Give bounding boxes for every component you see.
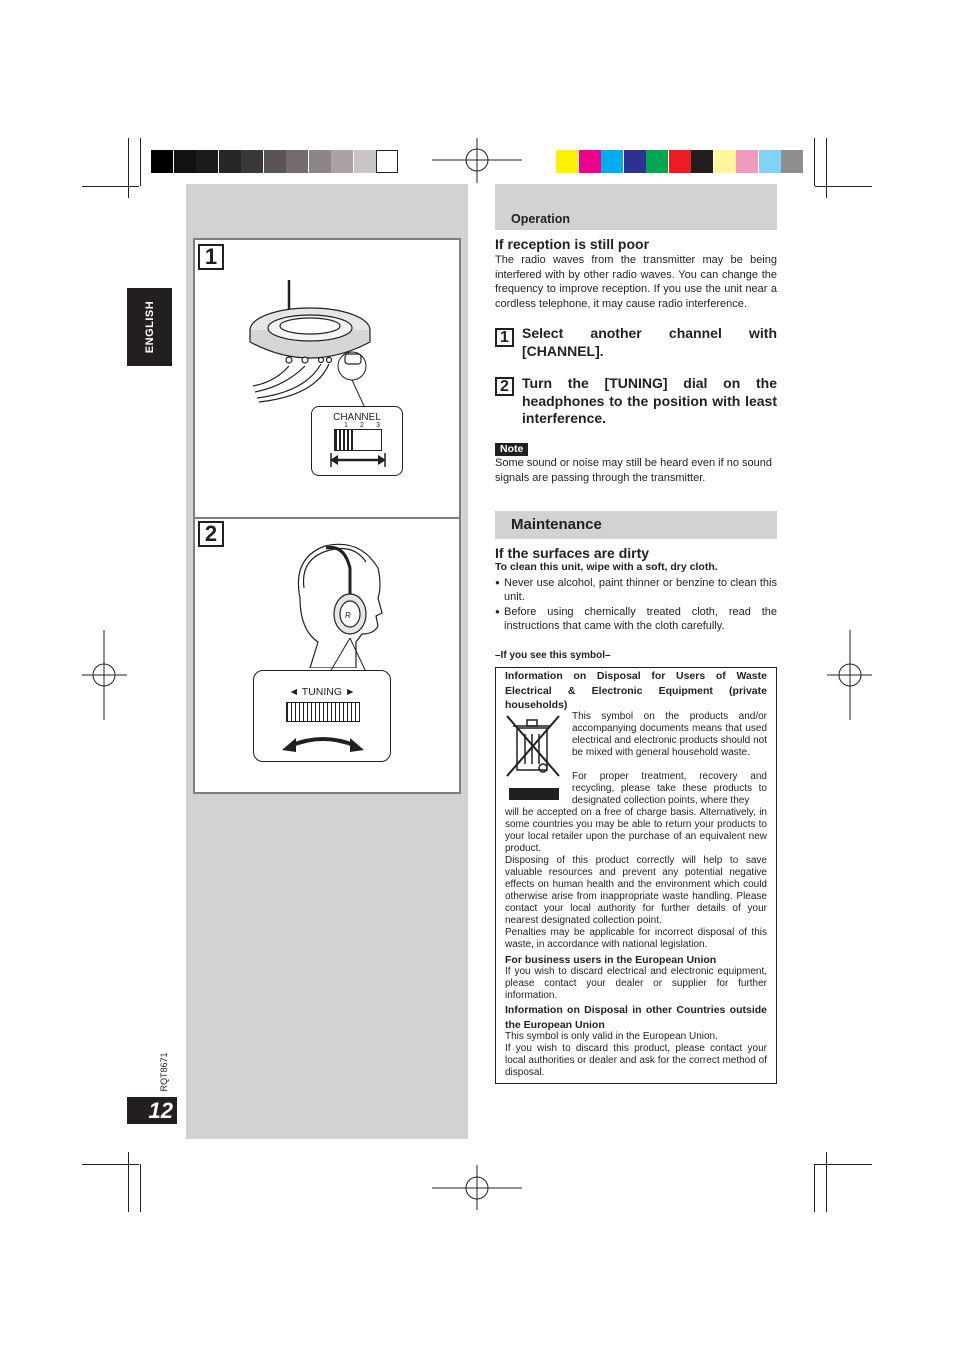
grayscale-swatch [331, 150, 353, 173]
disposal-paragraph-2-start: For proper treatment, recovery and recycling, please take these products to designated collection points, where they [572, 771, 767, 806]
reception-body: The radio waves from the transmitter may be being interfered with by other radio waves. You can change the frequency to improve reception. If you use the unit near a cordless telephone, it may cause radio interference. [495, 254, 777, 310]
symbol-heading: –If you see this symbol– [495, 650, 611, 661]
channel-slider[interactable] [334, 429, 382, 451]
zoom-callout-line [305, 322, 385, 412]
channel-position-2: 2 [360, 422, 364, 429]
double-arrow-icon [330, 453, 386, 467]
process-color-swatch [624, 150, 646, 173]
reception-heading: If reception is still poor [495, 236, 650, 252]
grayscale-swatch [286, 150, 308, 173]
tuning-label: ◄ TUNING ► [288, 686, 356, 698]
grayscale-swatch [219, 150, 241, 173]
page-number: 12 [127, 1097, 177, 1124]
grayscale-swatch [174, 150, 196, 173]
process-color-swatch [669, 150, 691, 173]
section-title: Operation [511, 212, 571, 226]
cleaning-bullet-1: ● Never use alcohol, paint thinner or benzine to clean this unit. [495, 576, 777, 604]
other-countries-text-1: This symbol is only valid in the European Union. [505, 1031, 718, 1042]
process-color-swatch [646, 150, 668, 173]
channel-position-labels [344, 422, 380, 429]
business-users-text: If you wish to discard electrical and electronic equipment, please contact your dealer or supplier for further information. [505, 966, 767, 1001]
channel-position-1: 1 [344, 422, 348, 429]
tuning-dial-callout [253, 670, 391, 762]
panel-divider [195, 517, 459, 519]
process-color-swatch [736, 150, 758, 173]
business-users-heading: For business users in the European Union [505, 954, 717, 966]
disposal-paragraph-2-end: will be accepted on a free of charge basis. Alternatively, in some countries you may be able to return your products to your local retailer upon the purchase of an equivalent new product. [505, 807, 767, 854]
channel-label: CHANNEL [333, 412, 381, 423]
process-color-swatch [781, 150, 803, 173]
maintenance-header-bar [495, 511, 777, 539]
curved-double-arrow-icon [282, 726, 364, 754]
grayscale-swatch [196, 150, 218, 173]
language-tab: ENGLISH [127, 288, 172, 366]
maintenance-title: Maintenance [511, 516, 602, 533]
process-color-swatch [579, 150, 601, 173]
illustration-panel [193, 238, 461, 794]
disposal-paragraph-4: Penalties may be applicable for incorrect disposal of this waste, in accordance with national legislation. [505, 927, 767, 950]
step-2-text: Turn the [TUNING] dial on the headphones to the position with least interference. [522, 375, 777, 426]
grayscale-swatch [151, 150, 173, 173]
note-badge: Note [495, 443, 528, 456]
channel-slider-knob[interactable] [335, 430, 353, 450]
cleaning-instruction: To clean this unit, wipe with a soft, dry cloth. [495, 561, 718, 573]
note-text: Some sound or noise may still be heard even if no sound signals are passing through the transmitter. [495, 457, 772, 484]
channel-position-3: 3 [376, 422, 380, 429]
step-1-number: 1 [495, 328, 514, 347]
document-code: RQT8671 [159, 1052, 169, 1092]
process-color-swatch [601, 150, 623, 173]
grayscale-swatch [354, 150, 376, 173]
step-1-text: Select another channel with [CHANNEL]. [522, 325, 777, 359]
other-countries-heading: Information on Disposal in other Countries outside the European Union [505, 1004, 767, 1031]
other-countries-text-2: If you wish to discard this product, please contact your local authorities or dealer and ask for the correct method of disposal. [505, 1043, 767, 1078]
step-2-number: 2 [495, 377, 514, 396]
process-color-swatch [714, 150, 736, 173]
diagram-step-1-number: 1 [198, 244, 224, 270]
disposal-paragraph-1: This symbol on the products and/or accompanying documents means that used electrical and electronic products should not be mixed with general household waste. [572, 711, 767, 758]
disposal-paragraph-3: Disposing of this product correctly will help to save valuable resources and prevent any potential negative effects on human health and the environment which could otherwise arise from inappropriate waste handling. Please contact your local authority for further details of your nearest designated collection point. [505, 855, 767, 926]
grayscale-swatch [376, 150, 398, 173]
section-header-bar [495, 184, 777, 230]
process-color-swatch [556, 150, 578, 173]
cleaning-bullet-2: ● Before using chemically treated cloth, read the instructions that came with the cloth carefully. [495, 605, 777, 633]
surfaces-heading: If the surfaces are dirty [495, 545, 650, 561]
tuning-dial[interactable] [286, 702, 360, 722]
grayscale-swatch [241, 150, 263, 173]
grayscale-swatch [309, 150, 331, 173]
process-color-swatch [691, 150, 713, 173]
disposal-title: Information on Disposal for Users of Waste Electrical & Electronic Equipment (private households) [505, 670, 767, 711]
process-color-swatch [759, 150, 781, 173]
svg-text:R: R [345, 611, 351, 620]
channel-switch-callout [311, 406, 403, 476]
diagram-step-2-number: 2 [198, 521, 224, 547]
crossed-out-bin-icon [505, 714, 563, 804]
grayscale-swatch [264, 150, 286, 173]
